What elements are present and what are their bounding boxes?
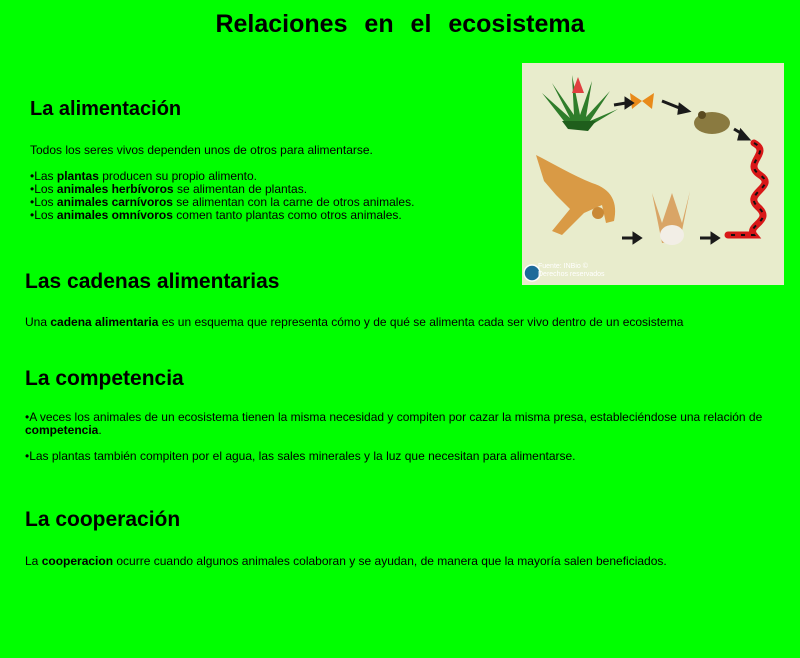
plant-icon — [542, 75, 618, 131]
heading-cooperacion: La cooperación — [25, 508, 181, 531]
list-item: •Los animales carnívoros se alimentan con la carne de otros animales. — [30, 195, 415, 209]
food-chain-image — [522, 63, 784, 285]
butterfly-icon — [630, 93, 654, 109]
puma-icon — [536, 155, 615, 235]
alimentacion-intro: Todos los seres vivos dependen unos de otros para alimentarse. — [30, 143, 373, 157]
cooperacion-text: La cooperacion ocurre cuando algunos animales colaboran y se ayudan, de manera que la mayoría salen beneficiados. — [25, 554, 667, 568]
list-item: •Los animales omnívoros comen tanto plantas como otros animales. — [30, 208, 402, 222]
page-title: Relaciones en el ecosistema — [215, 10, 585, 38]
cadenas-text: Una cadena alimentaria es un esquema que representa cómo y de qué se alimenta cada ser vivo dentro de un ecosistema — [25, 315, 684, 329]
snake-icon — [728, 143, 765, 235]
frog-icon — [694, 111, 730, 134]
heading-competencia: La competencia — [25, 367, 184, 390]
alimentacion-list — [30, 170, 510, 222]
image-credit: Fuente: INBio © Derechos reservados — [538, 263, 605, 278]
heading-alimentacion: La alimentación — [30, 98, 182, 120]
heading-cadenas: Las cadenas alimentarias — [25, 270, 280, 293]
list-item: •Los animales herbívoros se alimentan de plantas. — [30, 182, 308, 196]
competencia-p1: •A veces los animales de un ecosistema tienen la misma necesidad y compiten por cazar la misma presa, estableciéndose una relación de competencia. — [25, 410, 763, 437]
competencia-p2: •Las plantas también compiten por el agua, las sales minerales y la luz que necesitan para alimentarse. — [25, 449, 576, 463]
competencia-text — [25, 411, 765, 463]
list-item: •Las plantas producen su propio alimento. — [30, 169, 258, 183]
owl-icon — [652, 191, 690, 245]
alimentacion-text — [30, 144, 510, 222]
